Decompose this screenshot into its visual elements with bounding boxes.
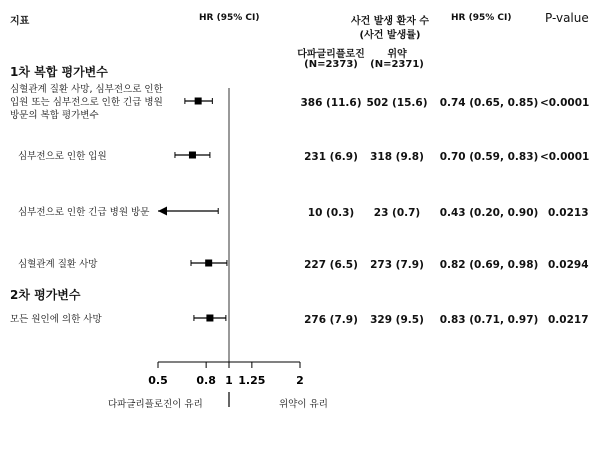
dapa-events-0: 386 (11.6)	[300, 97, 362, 109]
placebo-events-4: 329 (9.5)	[370, 314, 424, 326]
section-secondary-title: 2차 평가변수	[10, 288, 81, 302]
row-label-line: 방문의 복합 평가변수	[10, 110, 99, 121]
dapa-events-3: 227 (6.5)	[304, 259, 358, 271]
row-label-all-cause-death: 모든 원인에 의한 사망	[10, 314, 102, 325]
group1-n: (N=2373)	[304, 59, 358, 70]
placebo-events-0: 502 (15.6)	[366, 97, 428, 109]
dapa-events-2: 10 (0.3)	[307, 207, 355, 219]
placebo-events-2: 23 (0.7)	[373, 207, 421, 219]
x-tick-label: 1.25	[238, 374, 266, 387]
column-header-hr-ci-left: HR (95% CI)	[199, 13, 260, 23]
group2-n: (N=2371)	[370, 59, 424, 70]
x-tick-label: 2	[296, 374, 304, 387]
favors-placebo-label: 위약이 유리	[279, 399, 328, 410]
column-header-events: 사건 발생 환자 수	[350, 16, 430, 27]
hr-ci-3: 0.82 (0.69, 0.98)	[439, 259, 539, 271]
hr-point	[206, 315, 213, 322]
hr-ci-0: 0.74 (0.65, 0.85)	[439, 97, 539, 109]
pvalue-2: 0.0213	[548, 207, 589, 219]
pvalue-3: 0.0294	[548, 259, 589, 271]
row-label-line: 입원 또는 심부전으로 인한 긴급 병원	[10, 97, 163, 108]
hr-point	[205, 260, 212, 267]
ci-arrow	[158, 207, 167, 216]
row-label-line: 심혈관계 질환 사망, 심부전으로 인한	[10, 84, 163, 95]
placebo-events-3: 273 (7.9)	[370, 259, 424, 271]
column-header-hr-ci-right: HR (95% CI)	[451, 13, 512, 23]
dapa-events-1: 231 (6.9)	[304, 151, 358, 163]
favors-dapagliflozin-label: 다파글리플로진이 유리	[108, 399, 203, 410]
row-label-hf-hospitalization: 심부전으로 인한 입원	[18, 151, 107, 162]
placebo-events-1: 318 (9.8)	[370, 151, 424, 163]
x-tick-label: 0.5	[148, 374, 168, 387]
x-tick-label: 1	[225, 374, 233, 387]
hr-ci-1: 0.70 (0.59, 0.83)	[439, 151, 539, 163]
section-primary-title: 1차 복합 평가변수	[10, 65, 108, 79]
row-label-cv-death: 심혈관계 질환 사망	[18, 259, 98, 270]
pvalue-4: 0.0217	[548, 314, 589, 326]
column-header-events-sub: (사건 발생률)	[359, 30, 421, 41]
x-tick-label: 0.8	[196, 374, 216, 387]
column-header-indicator: 지표	[10, 16, 30, 27]
hr-ci-2: 0.43 (0.20, 0.90)	[439, 207, 539, 219]
pvalue-1: <0.0001	[540, 151, 590, 163]
column-header-pvalue: P-value	[545, 11, 589, 25]
hr-point	[189, 152, 196, 159]
hr-point	[195, 98, 202, 105]
dapa-events-4: 276 (7.9)	[304, 314, 358, 326]
row-label-urgent-hf-visit: 심부전으로 인한 긴급 병원 방문	[18, 207, 150, 218]
pvalue-0: <0.0001	[540, 97, 590, 109]
group2-name: 위약	[387, 49, 407, 60]
hr-ci-4: 0.83 (0.71, 0.97)	[439, 314, 539, 326]
group1-name: 다파글리플로진	[297, 49, 365, 60]
